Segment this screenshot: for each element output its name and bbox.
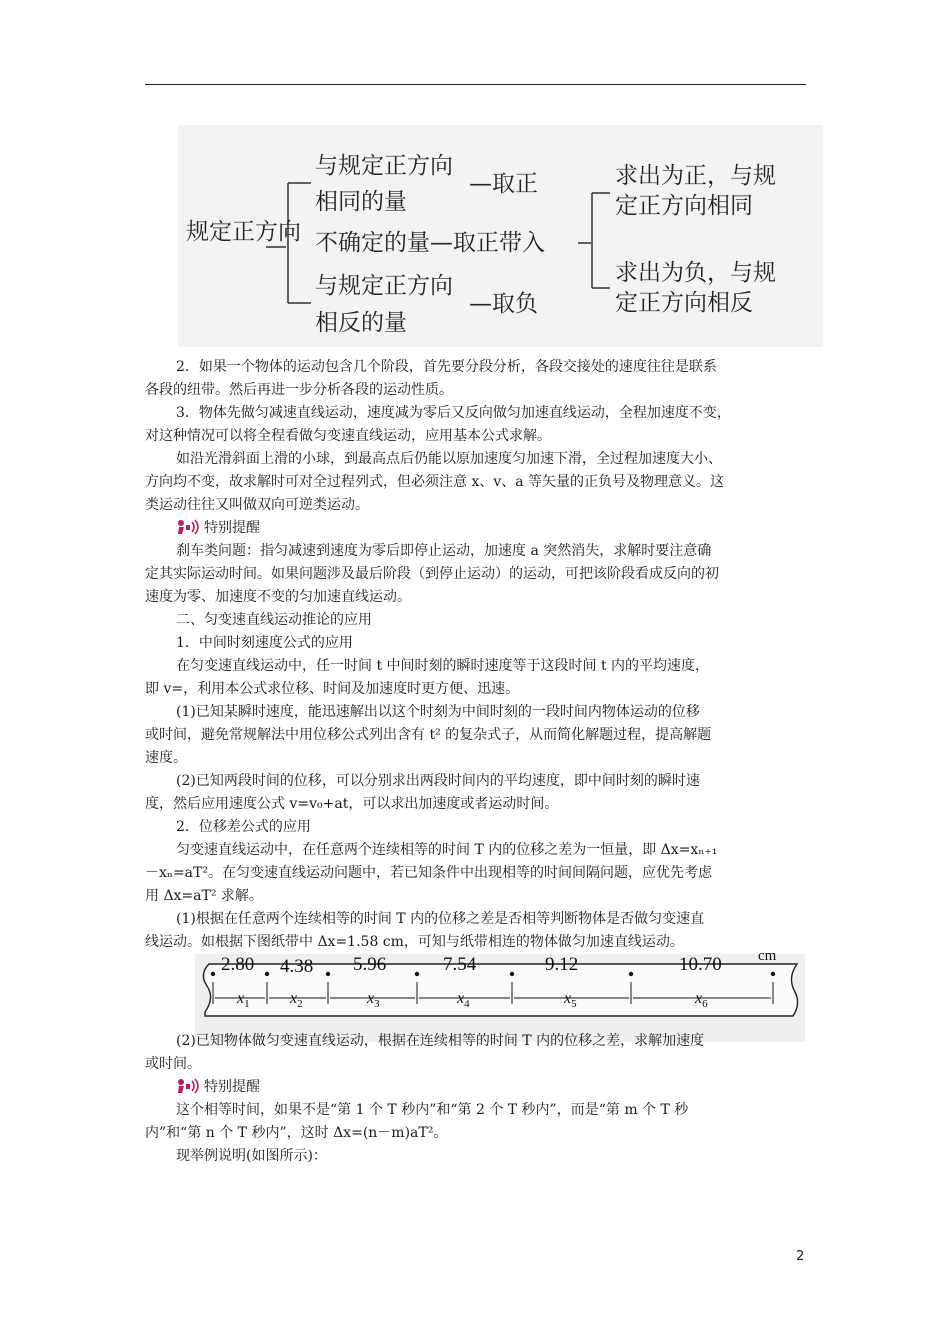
result2-line2: 定正方向相反 (615, 290, 753, 316)
branch3-action: —取负 (469, 291, 538, 317)
branch3-line2: 相反的量 (315, 310, 407, 336)
text-line: 这个相等时间，如果不是“第 1 个 T 秒内”和“第 2 个 T 秒内”，而是“第 m 个 T 秒 (176, 1102, 689, 1118)
paper-tape-figure (195, 948, 805, 1042)
subsection-heading: 1．中间时刻速度公式的应用 (176, 635, 353, 651)
branch1-line2: 相同的量 (315, 189, 407, 215)
segment-label: $x_4$ (457, 990, 470, 1011)
text-line: (2)已知物体做匀变速直线运动，根据在连续相等的时间 T 内的位移之差，求解加速度 (176, 1033, 705, 1049)
text-line: 定其实际运动时间。如果问题涉及最后阶段（到停止运动）的运动，可把该阶段看成反向的初 (145, 566, 719, 582)
text-line: 用 Δx=aT² 求解。 (145, 888, 263, 904)
segment-label: $x_2$ (290, 990, 303, 1011)
tape-unit: cm (758, 948, 777, 964)
text-line: 刹车类问题：指匀减速到速度为零后即停止运动，加速度 a 突然消失，求解时要注意确 (176, 543, 712, 559)
header-rule (145, 84, 806, 85)
subsection-heading: 2．位移差公式的应用 (176, 819, 311, 835)
page-number: 2 (796, 1249, 805, 1264)
text-line: 线运动。如根据下图纸带中 Δx=1.58 cm，可知与纸带相连的物体做匀加速直线运动。 (145, 934, 684, 950)
segment-label: $x_6$ (695, 990, 708, 1011)
text-line: 类运动往往又叫做双向可逆类运动。 (145, 497, 369, 513)
text-line: (2)已知两段时间的位移，可以分别求出两段时间内的平均速度，即中间时刻的瞬时速 (176, 773, 700, 789)
tape-value: 2.80 (221, 954, 255, 975)
text-line: 在匀变速直线运动中，任一时间 t 中间时刻的瞬时速度等于这段时间 t 内的平均速度， (176, 658, 710, 674)
text-line: 内”和“第 n 个 T 秒内”，这时 Δx=(n－m)aT²。 (145, 1125, 448, 1141)
tape-value: 5.96 (353, 954, 387, 975)
reminder-icon (176, 519, 202, 535)
result1-line1: 求出为正，与规 (615, 163, 776, 189)
text-line: 匀变速直线运动中，在任意两个连续相等的时间 T 内的位移之差为一恒量，即 Δx=xₙ₊₁ (176, 842, 718, 858)
text-line: －xₙ=aT²。在匀变速直线运动问题中，若已知条件中出现相等的时间间隔问题，应优先考虑 (145, 865, 712, 881)
text-line: 速度。 (145, 750, 187, 766)
text-line: 即 v=，利用本公式求位移、时间及加速度时更方便、迅速。 (145, 681, 520, 697)
text-line: (1)已知某瞬时速度，能迅速解出以这个时刻为中间时刻的一段时间内物体运动的位移 (176, 704, 700, 720)
tape-value: 10.70 (679, 954, 722, 975)
special-reminder-heading: 特别提醒 (176, 518, 260, 538)
text-line: 如沿光滑斜面上滑的小球，到最高点后仍能以原加速度匀加速下滑，全过程加速度大小、 (176, 451, 722, 467)
text-line: 度，然后应用速度公式 v=v₀+at，可以求出加速度或者运动时间。 (145, 796, 559, 812)
text-line: 2．如果一个物体的运动包含几个阶段，首先要分段分析，各段交接处的速度往往是联系 (176, 359, 717, 375)
text-line: 3．物体先做匀减速直线运动，速度减为零后又反向做匀加速直线运动，全程加速度不变， (176, 405, 731, 421)
tape-value: 9.12 (545, 954, 579, 975)
root-label: 规定正方向 (186, 219, 301, 245)
text-line: 对这种情况可以将全程看做匀变速直线运动，应用基本公式求解。 (145, 428, 551, 444)
text-line: 速度为零、加速度不变的匀加速直线运动。 (145, 589, 411, 605)
segment-label: $x_5$ (564, 990, 577, 1011)
branch1-action: —取正 (469, 171, 538, 197)
segment-label: $x_1$ (237, 990, 250, 1011)
text-line: 现举例说明(如图所示)： (176, 1148, 327, 1164)
branch1-line1: 与规定正方向 (315, 153, 453, 179)
tape-value: 4.38 (280, 956, 314, 977)
text-line: (1)根据在任意两个连续相等的时间 T 内的位移之差是否相等判断物体是否做匀变速直 (176, 911, 705, 927)
special-reminder-heading: 特别提醒 (176, 1077, 260, 1097)
result2-line1: 求出为负，与规 (615, 260, 776, 286)
direction-diagram (178, 125, 823, 347)
branch3-line1: 与规定正方向 (315, 273, 453, 299)
reminder-icon (176, 1078, 202, 1094)
text-line: 或时间。 (145, 1056, 201, 1072)
text-line: 各段的纽带。然后再进一步分析各段的运动性质。 (145, 382, 453, 398)
segment-label: $x_3$ (367, 990, 380, 1011)
text-line: 方向均不变，故求解时可对全过程列式，但必须注意 x、v、a 等矢量的正负号及物理意义。这 (145, 474, 725, 490)
result1-line2: 定正方向相同 (615, 193, 753, 219)
branch2-label: 不确定的量—取正带入 (315, 230, 545, 256)
text-line: 或时间，避免常规解法中用位移公式列出含有 t² 的复杂式子，从而简化解题过程，提高解题 (145, 727, 712, 743)
tape-value: 7.54 (443, 954, 477, 975)
section-heading: 二、匀变速直线运动推论的应用 (176, 612, 372, 628)
